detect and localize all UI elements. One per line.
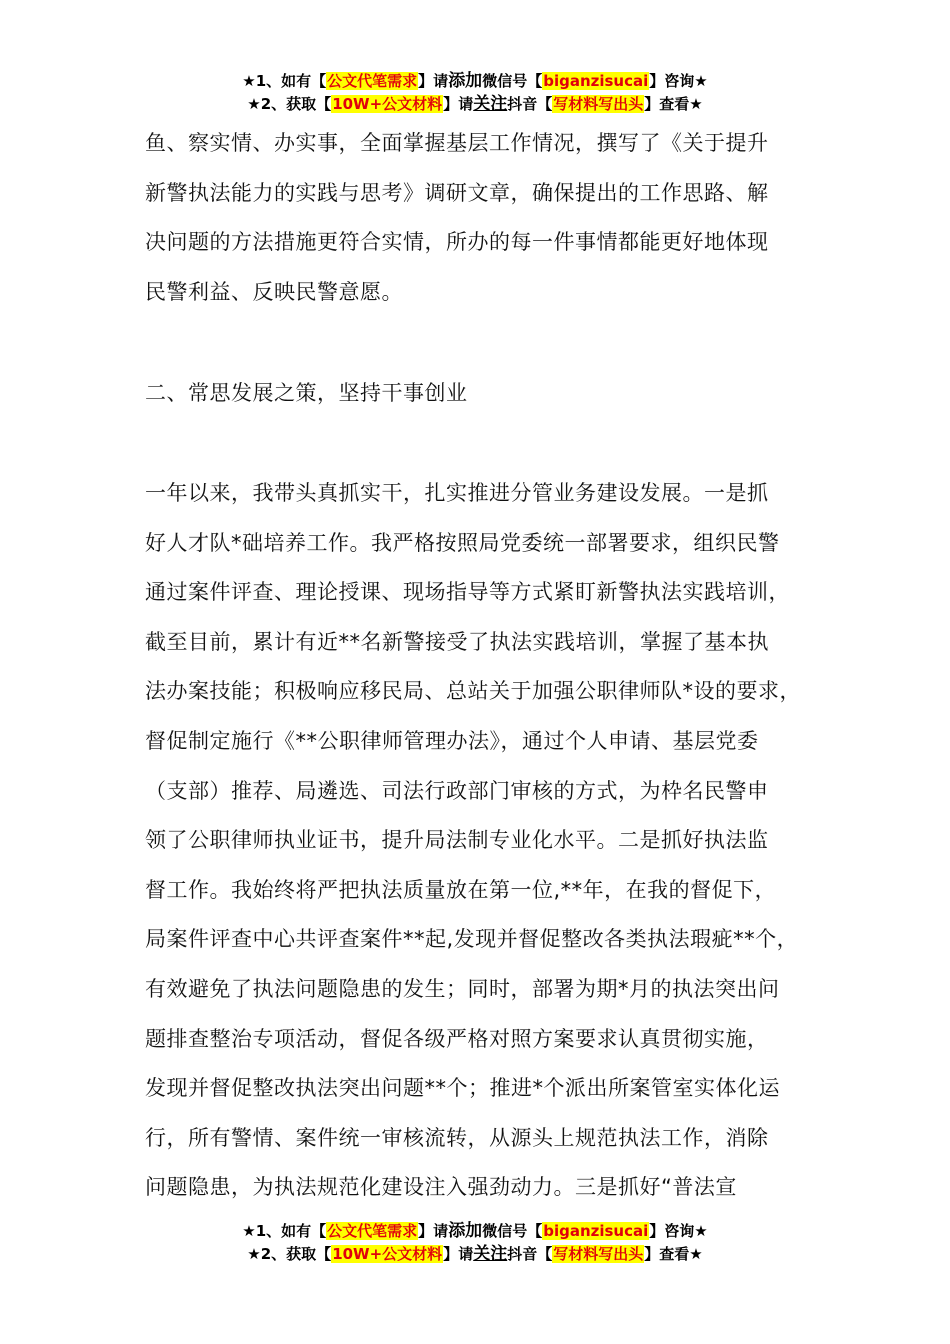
paragraph-line: 发现并督促整改执法突出问题**个；推进*个派出所案管室实体化运 [145, 1076, 780, 1101]
banner-text: 】咨询★ [649, 1222, 708, 1240]
banner-text: 微信号【 [482, 1222, 543, 1240]
paragraph-2 [145, 469, 835, 1213]
banner-text: ★1、如有【 [242, 1222, 327, 1240]
paragraph-line: 督促制定施行《**公职律师管理办法》，通过个人申请、基层党委 [145, 728, 759, 753]
banner-text: 微信号【 [482, 72, 543, 90]
banner-line-1 [0, 70, 950, 93]
paragraph-line: 行，所有警情、案件统一审核流转，从源头上规范执法工作，消除 [145, 1125, 769, 1150]
banner-text: ★2、获取【 [247, 95, 332, 113]
paragraph-line: 法办案技能；积极响应移民局、总站关于加强公职律师队*设的要求， [145, 679, 801, 704]
paragraph-line: 有效避免了执法问题隐患的发生；同时，部署为期*月的执法突出问 [145, 976, 780, 1001]
banner-text: 】请 [418, 1222, 449, 1240]
header-banner [0, 70, 950, 116]
section-heading: 二、常思发展之策，坚持干事创业 [145, 381, 468, 405]
paragraph-line: 鱼、察实情、办实事，全面掌握基层工作情况，撰写了《关于提升 [145, 131, 769, 155]
banner-highlight: 写材料写出头 [553, 95, 644, 113]
banner-highlight: 10W+公文材料 [332, 95, 443, 113]
banner-highlight: biganzisucai [543, 72, 649, 90]
banner-highlight: 公文代笔需求 [327, 1222, 418, 1240]
banner-text: 】查看★ [644, 1245, 703, 1263]
paragraph-line: 通过案件评查、理论授课、现场指导等方式紧盯新警执法实践培训， [145, 580, 790, 605]
banner-text: ★2、获取【 [247, 1245, 332, 1263]
paragraph-line: 一年以来，我带头真抓实干，扎实推进分管业务建设发展。一是抓 [145, 481, 769, 505]
paragraph-1 [145, 119, 835, 317]
banner-emphasis: 添加 [448, 71, 483, 91]
banner-highlight: biganzisucai [543, 1222, 649, 1240]
banner-text: 】请 [443, 1245, 474, 1263]
banner-line-2 [0, 93, 950, 116]
paragraph-line: （支部）推荐、局遴选、司法行政部门审核的方式，为枠名民警申 [145, 778, 769, 803]
paragraph-line: 新警执法能力的实践与思考》调研文章，确保提出的工作思路、解 [145, 180, 769, 205]
paragraph-line: 问题隐患，为执法规范化建设注入强劲动力。三是抓好“普法宣 [145, 1175, 737, 1200]
banner-text: 】咨询★ [649, 72, 708, 90]
banner-text: 】查看★ [644, 95, 703, 113]
paragraph-line: 题排查整治专项活动，督促各级严格对照方案要求认真贯彻实施， [145, 1026, 769, 1051]
banner-emphasis: 关注 [473, 1244, 508, 1264]
banner-line-2 [0, 1243, 950, 1266]
banner-highlight: 公文代笔需求 [327, 72, 418, 90]
banner-highlight: 写材料写出头 [553, 1245, 644, 1263]
paragraph-line: 好人才队*础培养工作。我严格按照局党委统一部署要求，组织民警 [145, 530, 780, 555]
banner-text: ★1、如有【 [242, 72, 327, 90]
banner-line-1 [0, 1220, 950, 1243]
banner-emphasis: 添加 [448, 1221, 483, 1241]
banner-text: 】请 [418, 72, 449, 90]
paragraph-line: 决问题的方法措施更符合实情，所办的每一件事情都能更好地体现 [145, 230, 769, 255]
paragraph-line: 局案件评查中心共评查案件**起,发现并督促整改各类执法瑕疵**个， [145, 927, 799, 952]
banner-emphasis: 关注 [473, 94, 508, 114]
banner-text: 抖音【 [507, 1245, 553, 1263]
paragraph-line: 民警利益、反映民警意愿。 [145, 279, 403, 304]
paragraph-line: 领了公职律师执业证书，提升局法制专业化水平。二是抓好执法监 [145, 828, 769, 853]
banner-highlight: 10W+公文材料 [332, 1245, 443, 1263]
banner-text: 抖音【 [507, 95, 553, 113]
banner-text: 】请 [443, 95, 474, 113]
paragraph-line: 截至目前，累计有近**名新警接受了执法实践培训，掌握了基本执 [145, 629, 769, 654]
footer-banner [0, 1220, 950, 1266]
paragraph-line: 督工作。我始终将严把执法质量放在第一位,**年，在我的督促下， [145, 877, 777, 902]
